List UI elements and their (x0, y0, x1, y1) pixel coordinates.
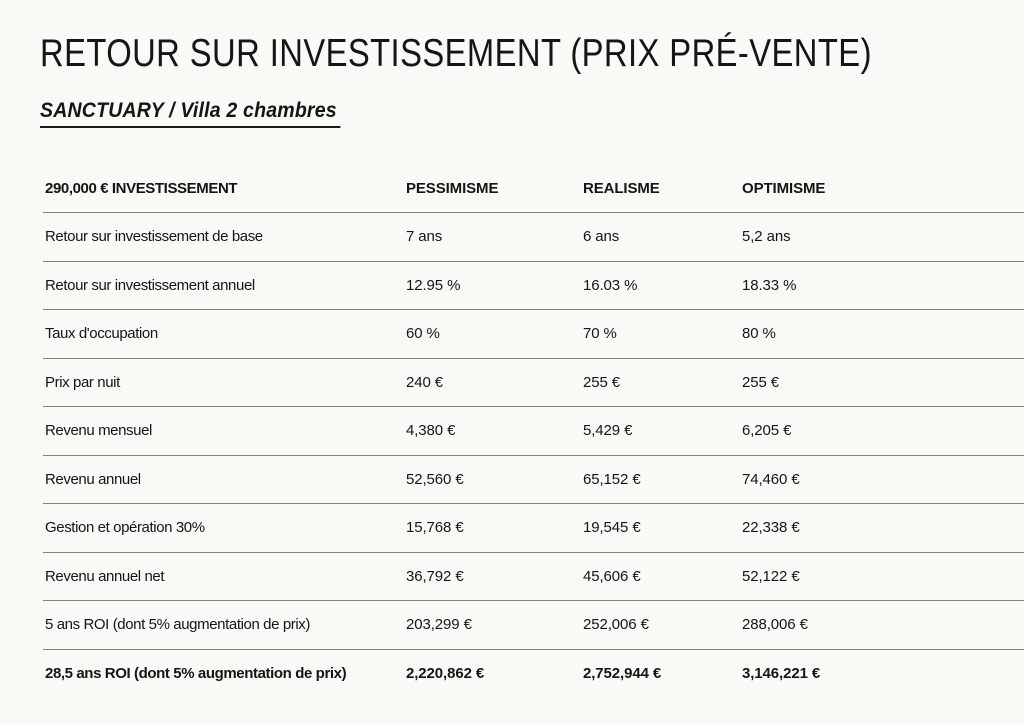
page-title: RETOUR SUR INVESTISSEMENT (PRIX PRÉ-VENTE) (40, 32, 872, 75)
cell-realisme: 6 ans (583, 228, 620, 246)
table-row (43, 600, 1024, 649)
cell-realisme: 2,752,944 € (583, 664, 662, 682)
cell-optimisme: 255 € (742, 373, 780, 391)
header-realisme: REALISME (583, 180, 660, 197)
header-optimisme: OPTIMISME (742, 180, 826, 197)
table-body (43, 212, 1024, 697)
table-row (43, 503, 1024, 552)
row-label: 28,5 ans ROI (dont 5% augmentation de prix) (45, 664, 347, 682)
row-label: Retour sur investissement annuel (45, 276, 255, 294)
table-row (43, 212, 1024, 261)
cell-pessimisme: 60 % (406, 325, 440, 343)
table-row (43, 455, 1024, 504)
cell-pessimisme: 52,560 € (406, 470, 464, 488)
cell-optimisme: 80 % (742, 325, 776, 343)
row-label: Prix par nuit (45, 373, 120, 391)
page-subtitle: SANCTUARY / Villa 2 chambres (40, 99, 341, 128)
row-label: Revenu annuel (45, 470, 141, 488)
row-label: Revenu annuel net (45, 567, 165, 585)
cell-pessimisme: 12.95 % (406, 276, 461, 294)
cell-optimisme: 5,2 ans (742, 228, 791, 246)
header-investment: 290,000 € INVESTISSEMENT (45, 180, 238, 197)
cell-realisme: 252,006 € (583, 616, 649, 634)
document-header (40, 32, 1024, 128)
cell-pessimisme: 15,768 € (406, 519, 464, 537)
cell-optimisme: 6,205 € (742, 422, 792, 440)
cell-pessimisme: 36,792 € (406, 567, 464, 585)
header-pessimisme: PESSIMISME (406, 180, 499, 197)
cell-optimisme: 3,146,221 € (742, 664, 821, 682)
cell-optimisme: 22,338 € (742, 519, 800, 537)
row-label: Gestion et opération 30% (45, 519, 205, 537)
row-label: Revenu mensuel (45, 422, 152, 440)
table-row (43, 406, 1024, 455)
table-header-row (43, 165, 1024, 212)
cell-realisme: 19,545 € (583, 519, 641, 537)
roi-table (43, 165, 1024, 697)
table-row (43, 552, 1024, 601)
cell-optimisme: 288,006 € (742, 616, 808, 634)
cell-pessimisme: 4,380 € (406, 422, 456, 440)
cell-pessimisme: 2,220,862 € (406, 664, 485, 682)
table-row (43, 261, 1024, 310)
table-row (43, 309, 1024, 358)
cell-pessimisme: 7 ans (406, 228, 443, 246)
row-label: Retour sur investissement de base (45, 228, 263, 246)
cell-realisme: 45,606 € (583, 567, 641, 585)
cell-realisme: 65,152 € (583, 470, 641, 488)
cell-realisme: 16.03 % (583, 276, 638, 294)
cell-optimisme: 52,122 € (742, 567, 800, 585)
cell-optimisme: 18.33 % (742, 276, 797, 294)
cell-realisme: 5,429 € (583, 422, 633, 440)
table-row (43, 358, 1024, 407)
cell-realisme: 255 € (583, 373, 621, 391)
row-label: 5 ans ROI (dont 5% augmentation de prix) (45, 616, 310, 634)
row-label: Taux d'occupation (45, 325, 158, 343)
cell-pessimisme: 240 € (406, 373, 444, 391)
cell-optimisme: 74,460 € (742, 470, 800, 488)
table-row (43, 649, 1024, 698)
cell-pessimisme: 203,299 € (406, 616, 472, 634)
cell-realisme: 70 % (583, 325, 617, 343)
